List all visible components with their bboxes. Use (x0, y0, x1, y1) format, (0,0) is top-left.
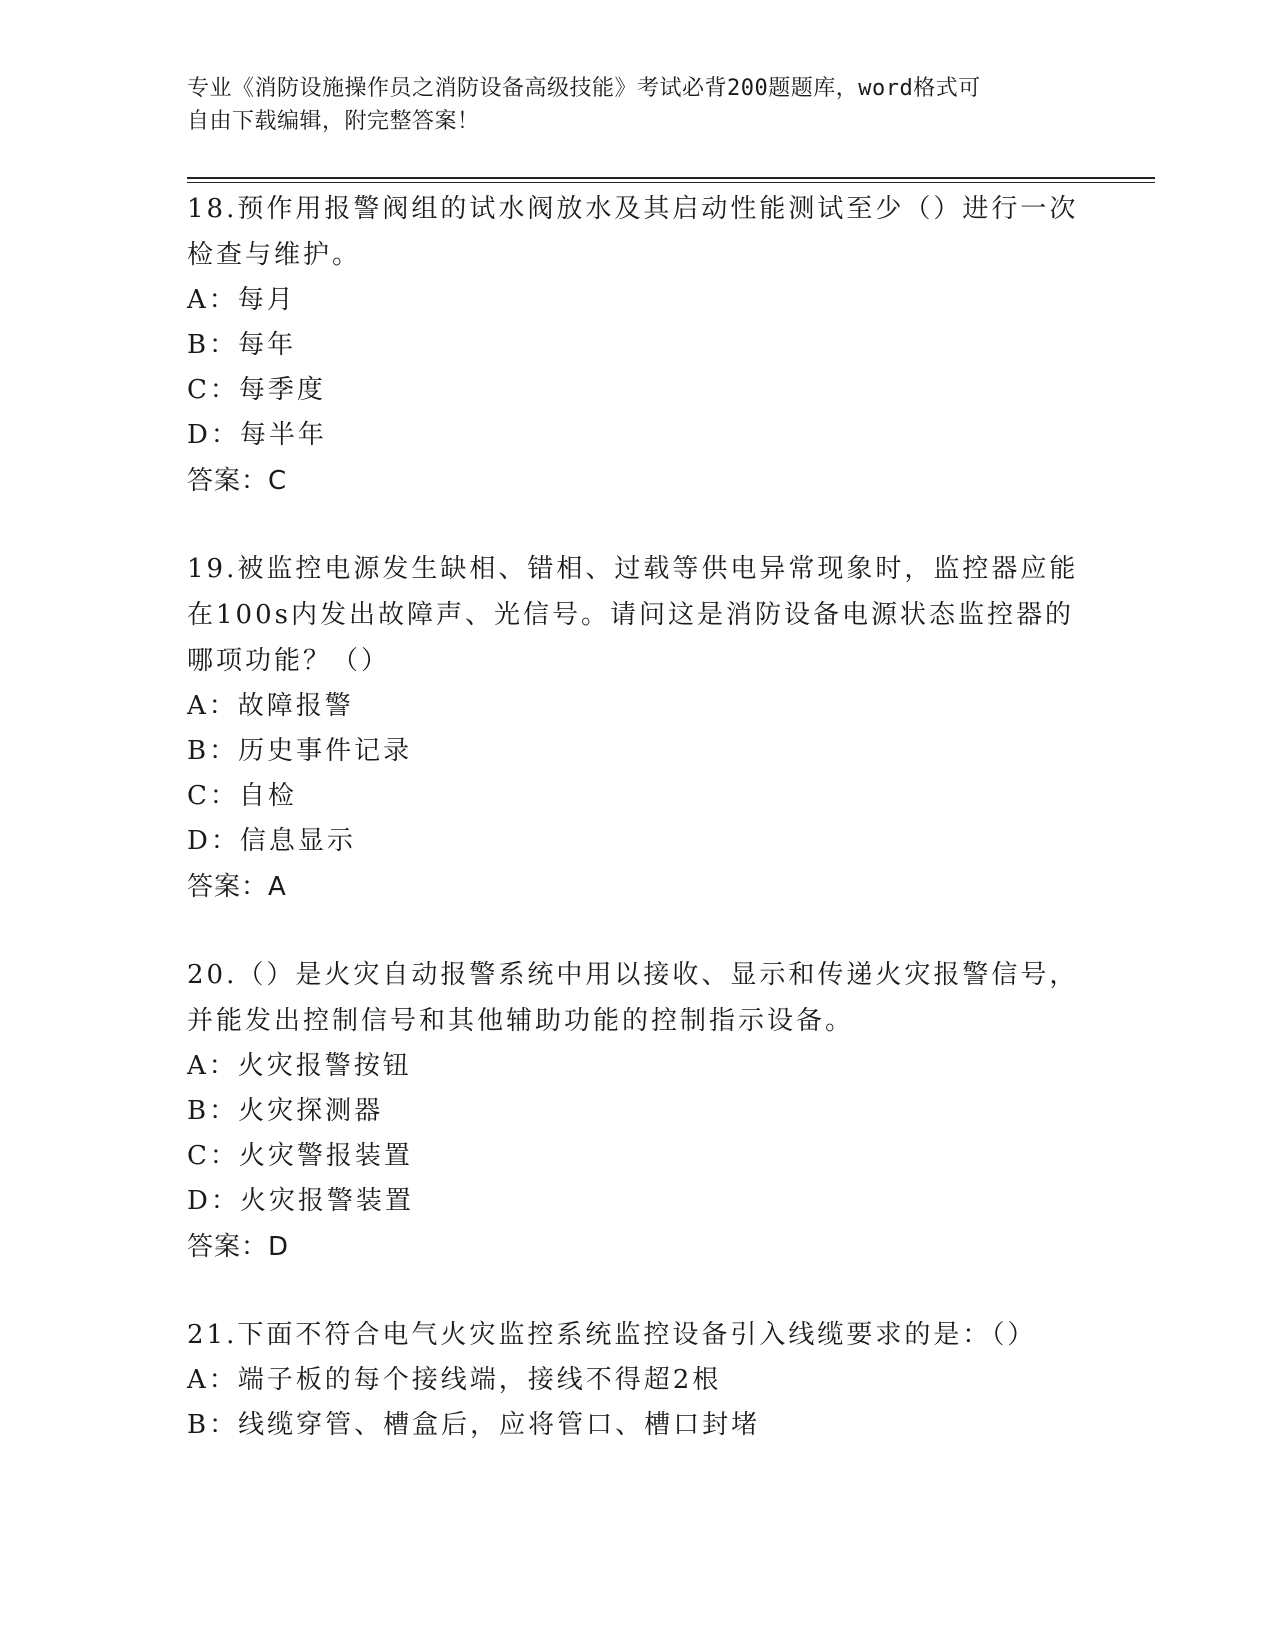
question-21 (187, 1312, 1087, 1448)
answer-line: 答案：D (187, 1232, 290, 1262)
option-a: A：火灾报警按钮 (187, 1051, 412, 1081)
header-divider-thin (187, 182, 1155, 183)
answer-line: 答案：A (187, 872, 287, 902)
option-a: A：每月 (187, 285, 296, 315)
question-stem-line: 检查与维护。 (187, 240, 362, 270)
question-stem-line: 21.下面不符合电气火灾监控系统监控设备引入线缆要求的是：（） (187, 1320, 1037, 1350)
option-a: A：端子板的每个接线端，接线不得超2根 (187, 1365, 722, 1395)
question-stem-line: 18.预作用报警阀组的试水阀放水及其启动性能测试至少（）进行一次 (187, 194, 1079, 224)
option-c: C：火灾警报装置 (187, 1141, 413, 1171)
question-stem-line: 20.（）是火灾自动报警系统中用以接收、显示和传递火灾报警信号， (187, 960, 1079, 990)
question-stem-line: 哪项功能？（） (187, 646, 391, 676)
header-title-line-2: 自由下载编辑，附完整答案！ (187, 109, 480, 134)
option-d: D：每半年 (187, 420, 327, 450)
option-b: B：火灾探测器 (187, 1096, 384, 1126)
option-a: A：故障报警 (187, 691, 354, 721)
question-19 (187, 546, 1087, 910)
header-divider-thick (187, 177, 1155, 179)
answer-line: 答案：C (187, 466, 288, 496)
question-18 (187, 186, 1087, 504)
option-b: B：每年 (187, 330, 297, 360)
option-c: C：自检 (187, 781, 297, 811)
option-c: C：每季度 (187, 375, 326, 405)
question-20 (187, 952, 1087, 1270)
option-d: D：火灾报警装置 (187, 1186, 414, 1216)
option-b: B：线缆穿管、槽盒后，应将管口、槽口封堵 (187, 1410, 761, 1440)
question-stem-line: 并能发出控制信号和其他辅助功能的控制指示设备。 (187, 1006, 855, 1036)
option-d: D：信息显示 (187, 826, 356, 856)
question-stem-line: 在100s内发出故障声、光信号。请问这是消防设备电源状态监控器的 (187, 600, 1074, 630)
header-title-line-1: 专业《消防设施操作员之消防设备高级技能》考试必背200题题库，word格式可 (187, 76, 981, 101)
document-header (187, 72, 1087, 138)
option-b: B：历史事件记录 (187, 736, 413, 766)
question-stem-line: 19.被监控电源发生缺相、错相、过载等供电异常现象时，监控器应能 (187, 554, 1079, 584)
question-list (187, 186, 1087, 1490)
